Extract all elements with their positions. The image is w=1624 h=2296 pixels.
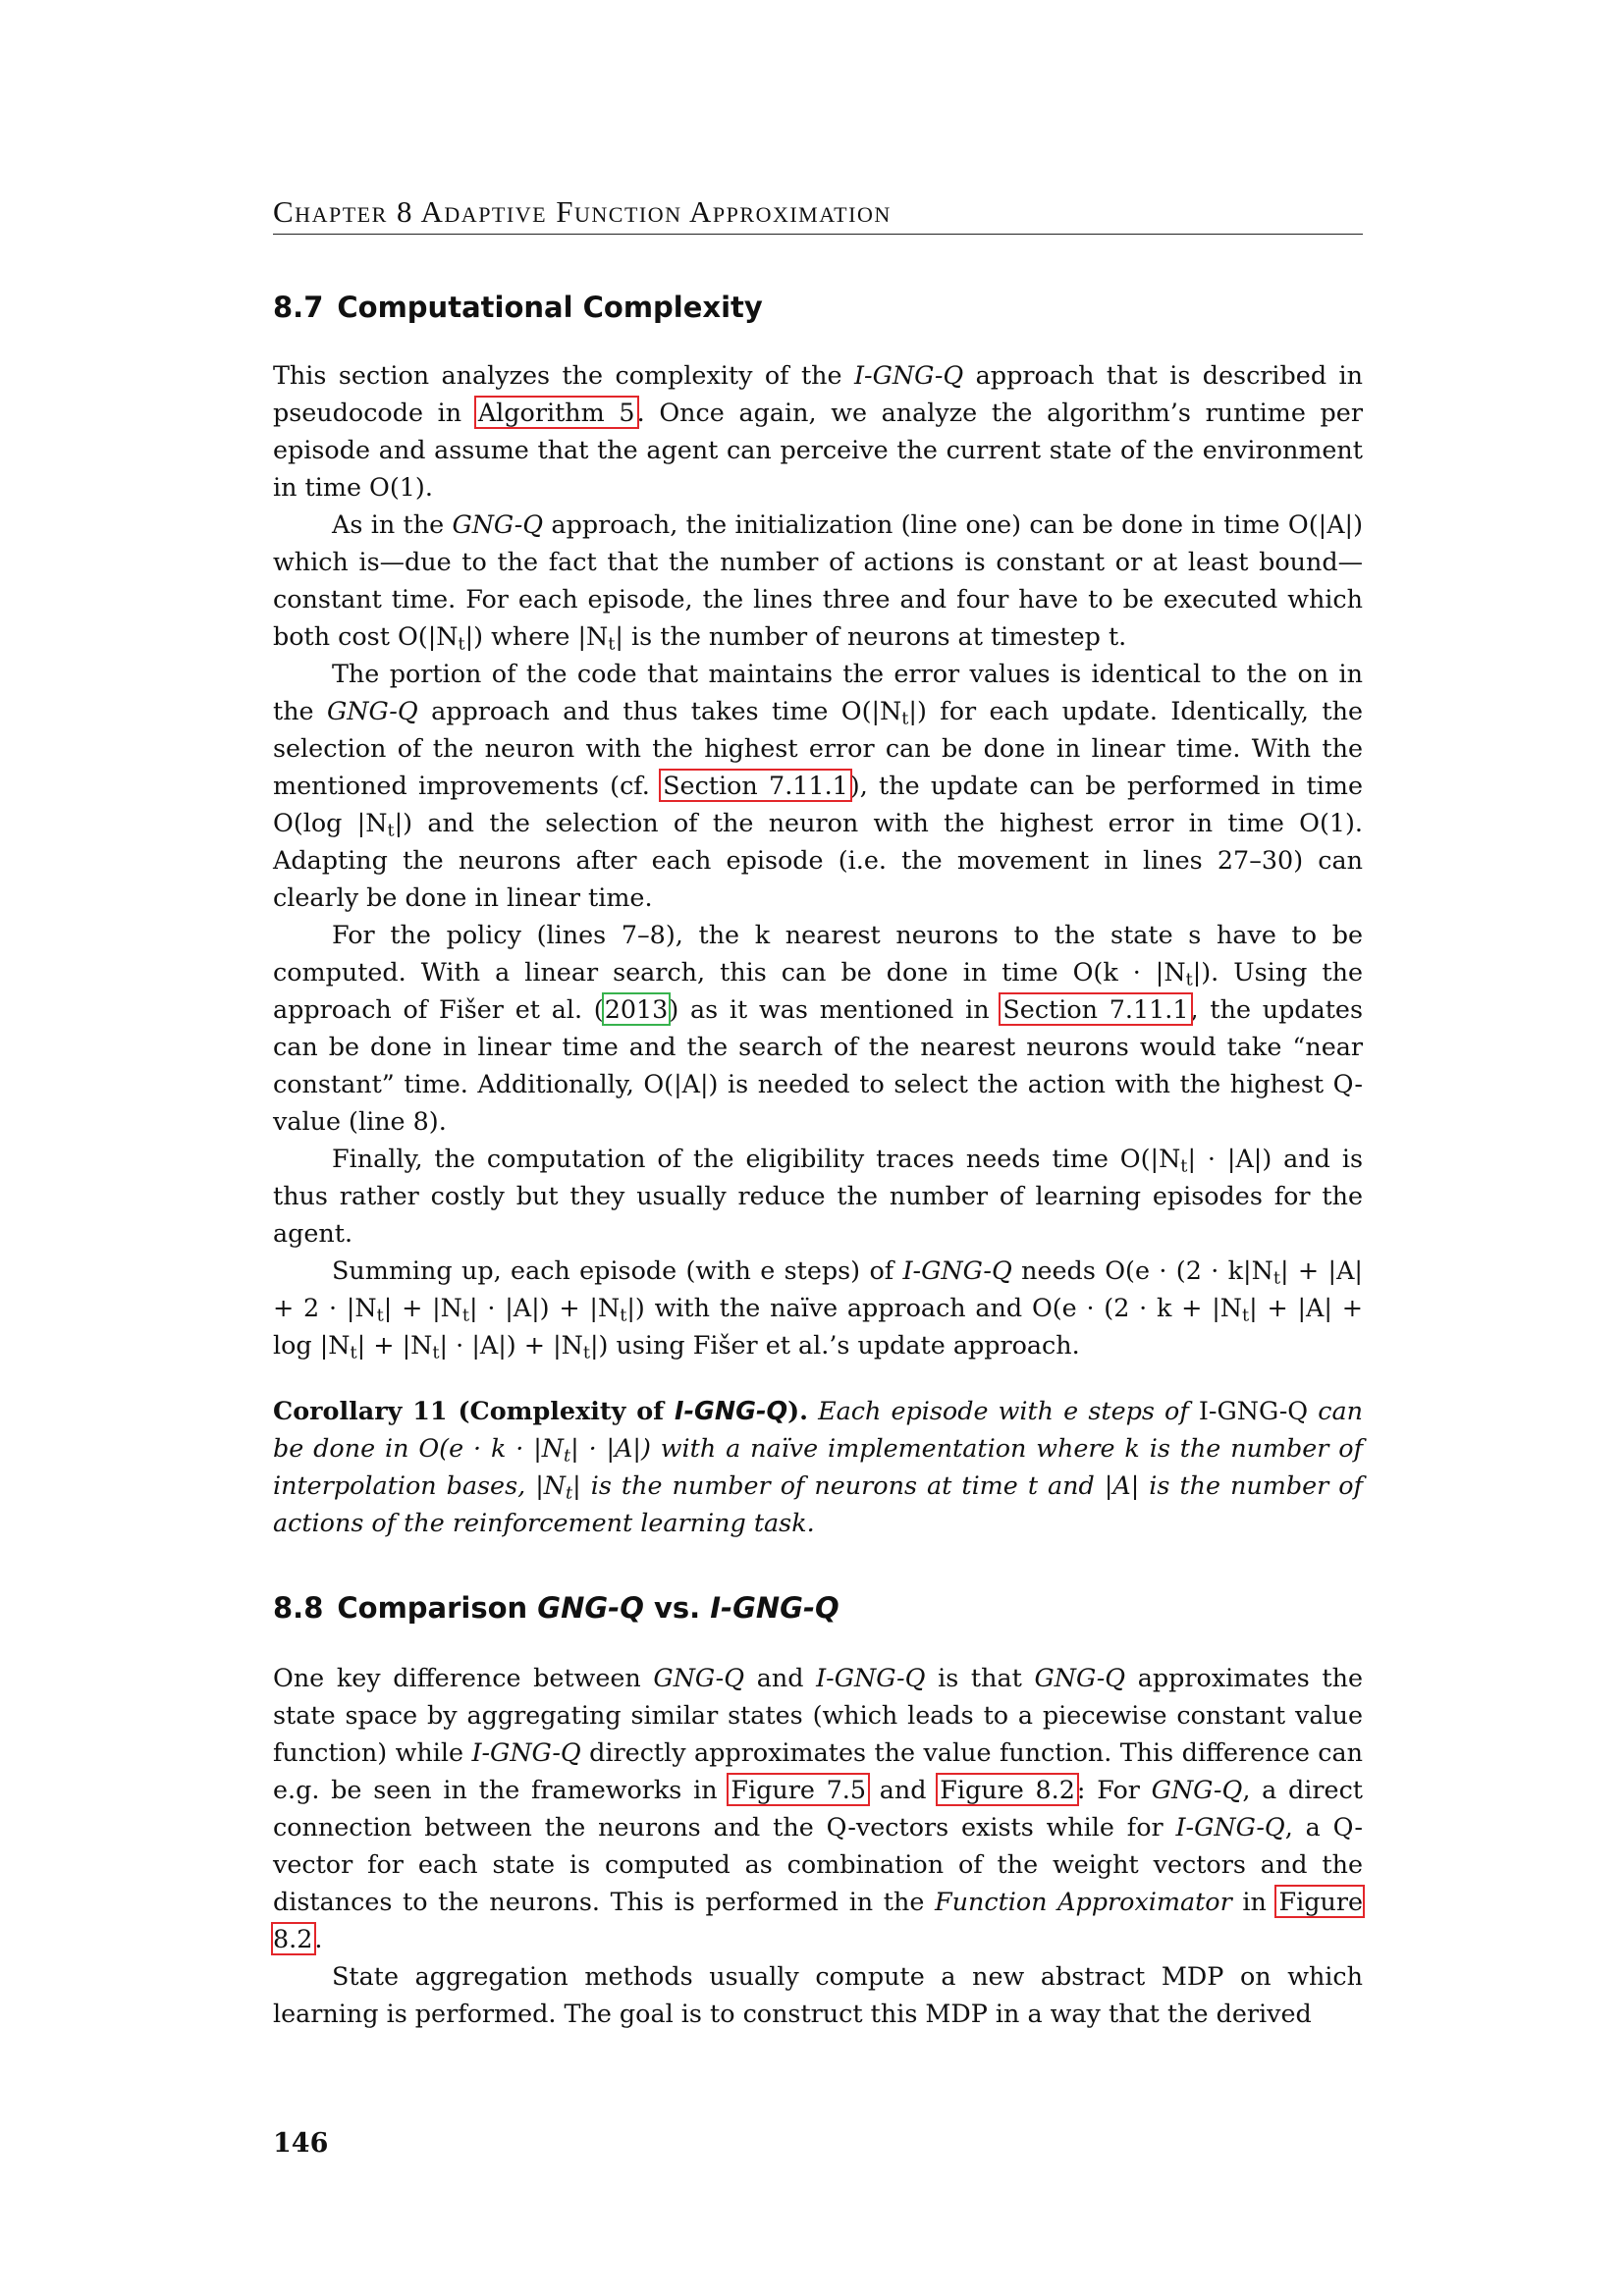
subscript: t [1180, 1156, 1188, 1177]
text-run: is that [925, 1663, 1035, 1692]
corollary-label [273, 1396, 808, 1425]
method-name: I-GNG-Q [902, 1255, 1012, 1285]
paragraph-intro [273, 356, 1363, 506]
subscript: t [563, 1446, 571, 1467]
text-run: ), the update can be performed in time O(log |N [273, 771, 1363, 837]
text-run: |) where |N [464, 621, 609, 651]
method-name: GNG-Q [1034, 1663, 1126, 1692]
text-run: | + |N [356, 1330, 433, 1360]
corollary-11 [273, 1392, 1363, 1541]
method-name: GNG-Q [653, 1663, 745, 1692]
subscript: t [458, 634, 465, 655]
subscript: t [387, 821, 395, 841]
text-run: |) with the naïve approach and O(e · (2 · k + |N [626, 1293, 1242, 1322]
text-run: | + |A| + 2 · |N [273, 1255, 1363, 1322]
algorithm-link[interactable]: Algorithm 5 [477, 398, 635, 427]
paragraph-error-values [273, 655, 1363, 916]
text-run: , a Q-vector for each state is computed as combination of the weight vectors and the distances to the neurons. This is performed in the [273, 1812, 1363, 1916]
section-heading-8-7 [273, 290, 763, 325]
page-number: 146 [273, 2128, 329, 2159]
text-run: . Once again, we analyze the algorithm’s runtime per episode and assume that the agent can perceive the current state of the environment in time O(1). [273, 398, 1363, 502]
subscript: t [1185, 970, 1193, 990]
section-number: 8.7 [273, 291, 324, 324]
text-run: | is the number of neurons at timestep t. [615, 621, 1127, 651]
paragraph-comparison [273, 1659, 1363, 1957]
text-run: , the updates can be done in linear time and the search of the nearest neurons would take “near constant” time. Additionally, O(|A|) is needed to select the action with the highest Q-value (line 8). [273, 994, 1363, 1136]
text-run: | + |A| + log |N [273, 1293, 1364, 1360]
section-number: 8.8 [273, 1591, 324, 1625]
text-run: The portion of the code that maintains the error values is identical to the on in the [273, 659, 1363, 725]
text-run: , a direct connection between the neurons and the Q-vectors exists while for [273, 1775, 1364, 1842]
paragraph-initialization [273, 506, 1363, 655]
figure-link[interactable]: Figure 8.2 [273, 1887, 1363, 1953]
section-title: Computational Complexity [337, 291, 763, 324]
paragraph-state-aggregation [273, 1957, 1363, 2032]
text-run: | · |A|) + |N [439, 1330, 583, 1360]
subscript: t [376, 1306, 384, 1326]
running-title: Chapter 8 Adaptive Function Approximation [273, 194, 892, 229]
section-link[interactable]: Section 7.11.1 [1002, 994, 1189, 1024]
method-name: I-GNG-Q [1198, 1396, 1309, 1425]
subscript: t [432, 1343, 440, 1363]
section-title: Comparison [337, 1591, 538, 1625]
text-run: For the policy (lines 7–8), the k nearest neurons to the state s have to be computed. With a linear search, this can be done in time O(k · |N [273, 920, 1363, 987]
method-name: I-GNG-Q [816, 1663, 926, 1692]
text-run: directly approximates the value function. This difference can e.g. be seen in the frameworks in [273, 1737, 1364, 1804]
method-name: GNG-Q [1151, 1775, 1243, 1804]
subscript: t [620, 1306, 627, 1326]
subscript: t [608, 634, 616, 655]
subscript: t [350, 1343, 357, 1363]
subscript: t [582, 1343, 590, 1363]
component-name: Function Approximator [935, 1887, 1232, 1916]
text-run: Finally, the computation of the eligibility traces needs time O(|N [332, 1144, 1181, 1173]
method-name: GNG-Q [537, 1591, 644, 1625]
text-run: approach, the initialization (line one) can be done in time O(|A|) which is—due to the fact that the number of actions is constant or at least bound—constant time. For each episode, the lines three and four have to be executed which both cost O(|N [273, 509, 1363, 651]
subscript: t [1272, 1268, 1280, 1289]
text-run: Summing up, each episode (with e steps) of [332, 1255, 903, 1285]
text-run: |) for each update. Identically, the selection of the neuron with the highest error can be done in linear time. With the mentioned improvements (cf. [273, 696, 1363, 800]
text-run: | · |A|) with a naïve implementation where k is the number of interpolation bases, |N [273, 1433, 1363, 1500]
figure-link[interactable]: Figure 8.2 [940, 1775, 1075, 1804]
citation-link[interactable]: 2013 [604, 994, 669, 1024]
method-name: GNG-Q [327, 696, 418, 725]
paragraph-summary [273, 1252, 1363, 1363]
section-link[interactable]: Section 7.11.1 [663, 771, 848, 800]
method-name: I-GNG-Q [1175, 1812, 1285, 1842]
section-heading-8-8 [273, 1590, 839, 1626]
text-run: | · |A|) + |N [469, 1293, 621, 1322]
text-run: needs O(e · (2 · k|N [1011, 1255, 1273, 1285]
text-run: . [314, 1924, 323, 1953]
subscript: t [565, 1483, 573, 1504]
subscript: t [461, 1306, 470, 1326]
text-run: ) as it was mentioned in [669, 994, 1001, 1024]
text-run: One key difference between [273, 1663, 654, 1692]
text-run: State aggregation methods usually compute a new abstract MDP on which learning is performed. The goal is to construct this MDP in a way that the derived [273, 1961, 1363, 2028]
text-run: and [868, 1775, 939, 1804]
text-run: can be done in O(e · k · |N [273, 1396, 1363, 1463]
paragraph-eligibility-traces [273, 1140, 1363, 1252]
text-run: Corollary 11 (Complexity of [273, 1396, 676, 1425]
subscript: t [901, 709, 909, 729]
text-run: As in the [332, 509, 453, 539]
text-run: approach and thus takes time O(|N [417, 696, 902, 725]
method-name: I-GNG-Q [853, 360, 964, 390]
method-name: GNG-Q [452, 509, 544, 539]
text-run: in [1231, 1887, 1277, 1916]
running-header [273, 194, 1363, 235]
text-run: | · |A|) and is thus rather costly but they usually reduce the number of learning episodes for the agent. [273, 1144, 1363, 1248]
text-run: | is the number of neurons at time t and |A| is the number of actions of the reinforcement learning task. [273, 1470, 1363, 1537]
method-name: I-GNG-Q [471, 1737, 581, 1767]
figure-link[interactable]: Figure 7.5 [731, 1775, 866, 1804]
text-run: approach that is described in pseudocode in [273, 360, 1363, 427]
method-name: I-GNG-Q [710, 1591, 839, 1625]
method-name: I-GNG-Q [675, 1396, 788, 1425]
text-run: | + |N [383, 1293, 462, 1322]
text-run: |) using Fišer et al.’s update approach. [590, 1330, 1080, 1360]
section-title: vs. [643, 1591, 711, 1625]
paragraph-policy [273, 916, 1363, 1140]
text-run: : For [1076, 1775, 1152, 1804]
text-run: |) and the selection of the neuron with the highest error in time O(1). Adapting the neurons after each episode (i.e. the movement in lines 27–30) can clearly be done in linear time. [273, 808, 1363, 912]
text-run: ). [787, 1396, 808, 1425]
text-run: This section analyzes the complexity of the [273, 360, 854, 390]
text-run: and [744, 1663, 817, 1692]
text-run: |). Using the approach of Fišer et al. ( [273, 957, 1363, 1024]
text-run: Each episode with e steps of [807, 1396, 1199, 1425]
text-run: approximates the state space by aggregating similar states (which leads to a piecewise constant value function) while [273, 1663, 1363, 1767]
subscript: t [1241, 1306, 1250, 1326]
